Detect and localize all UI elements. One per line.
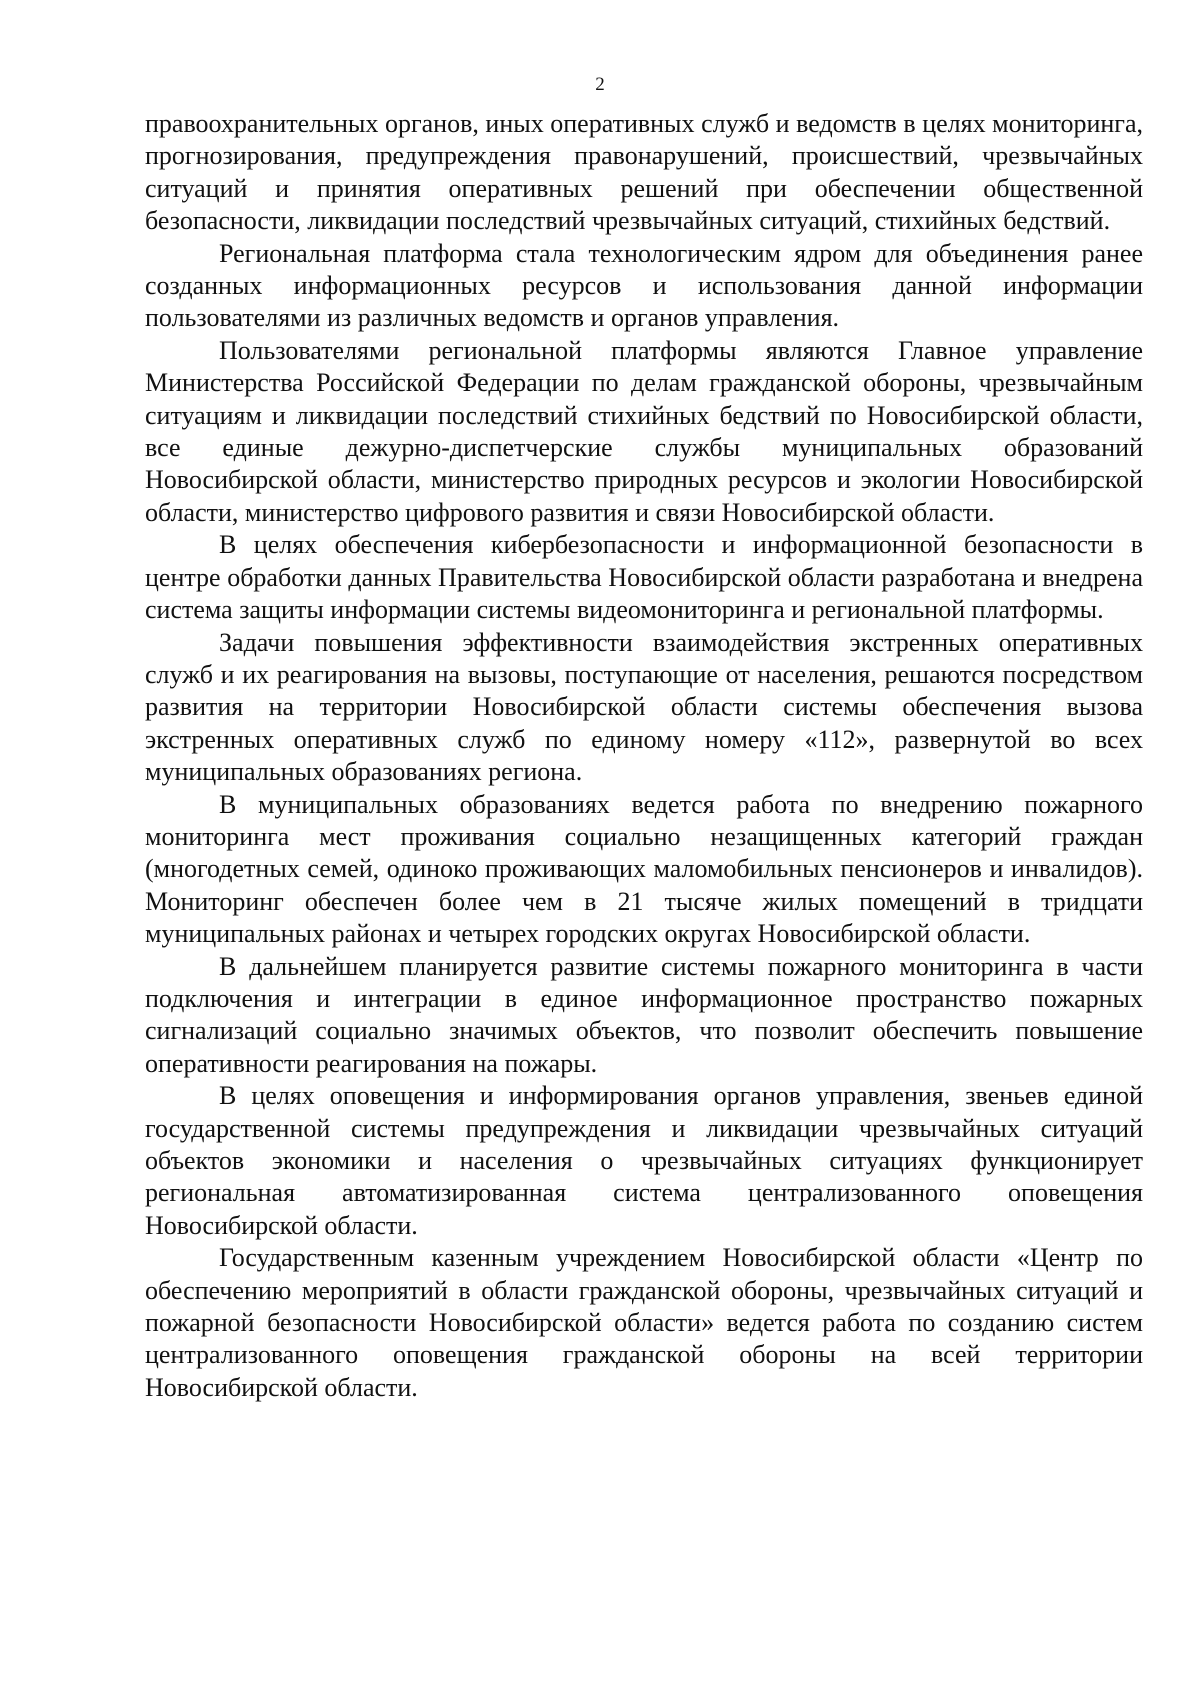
paragraph-fire-monitoring-plans: В дальнейшем планируется развитие системы пожарного мониторинга в части подключения и интеграции в единое информационное пространство пожарных сигнализаций социально значимых объектов, что позволит обеспечить повышение оперативности реагирования на пожары. [145,951,1143,1078]
paragraph-continuation: правоохранительных органов, иных оперативных служб и ведомств в целях мониторинга, прогнозирования, предупреждения правонарушений, происшествий, чрезвычайных ситуаций и принятия оперативных решений при обеспечении общественной безопасности, ликвидации последствий чрезвычайных ситуаций, стихийных бедствий. [145,109,1143,236]
paragraph-cybersecurity: В целях обеспечения кибербезопасности и информационной безопасности в центре обработки данных Правительства Новосибирской области разработана и внедрена система защиты информации системы видеомониторинга и региональной платформы. [145,530,1143,625]
paragraph-regional-platform: Региональная платформа стала технологическим ядром для объединения ранее созданных информационных ресурсов и использования данной информации пользователями из различных ведомств и органов управления. [145,238,1143,333]
paragraph-civil-defense-center: Государственным казенным учреждением Новосибирской области «Центр по обеспечению мероприятий в области гражданской обороны, чрезвычайных ситуаций и пожарной безопасности Новосибирской области» ведется работа по созданию систем централизованного оповещения гражданской обороны на всей территории Новосибирской области. [145,1243,1143,1402]
paragraph-fire-monitoring: В муниципальных образованиях ведется работа по внедрению пожарного мониторинга мест проживания социально незащищенных категорий граждан (многодетных семей, одиноко проживающих маломобильных пенсионеров и инвалидов). Мониторинг обеспечен более чем в 21 тысяче жилых помещений в тридцати муниципальных районах и четырех городских округах Новосибирской области. [145,789,1143,949]
paragraph-emergency-112: Задачи повышения эффективности взаимодействия экстренных оперативных служб и их реагирования на вызовы, поступающие от населения, решаются посредством развития на территории Новосибирской области системы обеспечения вызова экстренных оперативных служб по единому номеру «112», развернутой во всех муниципальных образованиях региона. [145,627,1143,787]
document-body [145,108,1143,1404]
paragraph-notification-system: В целях оповещения и информирования органов управления, звеньев единой государственной системы предупреждения и ликвидации чрезвычайных ситуаций объектов экономики и населения о чрезвычайных ситуациях функционирует региональная автоматизированная система централизованного оповещения Новосибирской области. [145,1081,1143,1240]
paragraph-platform-users: Пользователями региональной платформы являются Главное управление Министерства Российской Федерации по делам гражданской обороны, чрезвычайным ситуациям и ликвидации последствий стихийных бедствий по Новосибирской области, все единые дежурно-диспетчерские службы муниципальных образований Новосибирской области, министерство природных ресурсов и экологии Новосибирской области, министерство цифрового развития и связи Новосибирской области. [145,335,1143,527]
page-number: 2 [595,74,605,95]
